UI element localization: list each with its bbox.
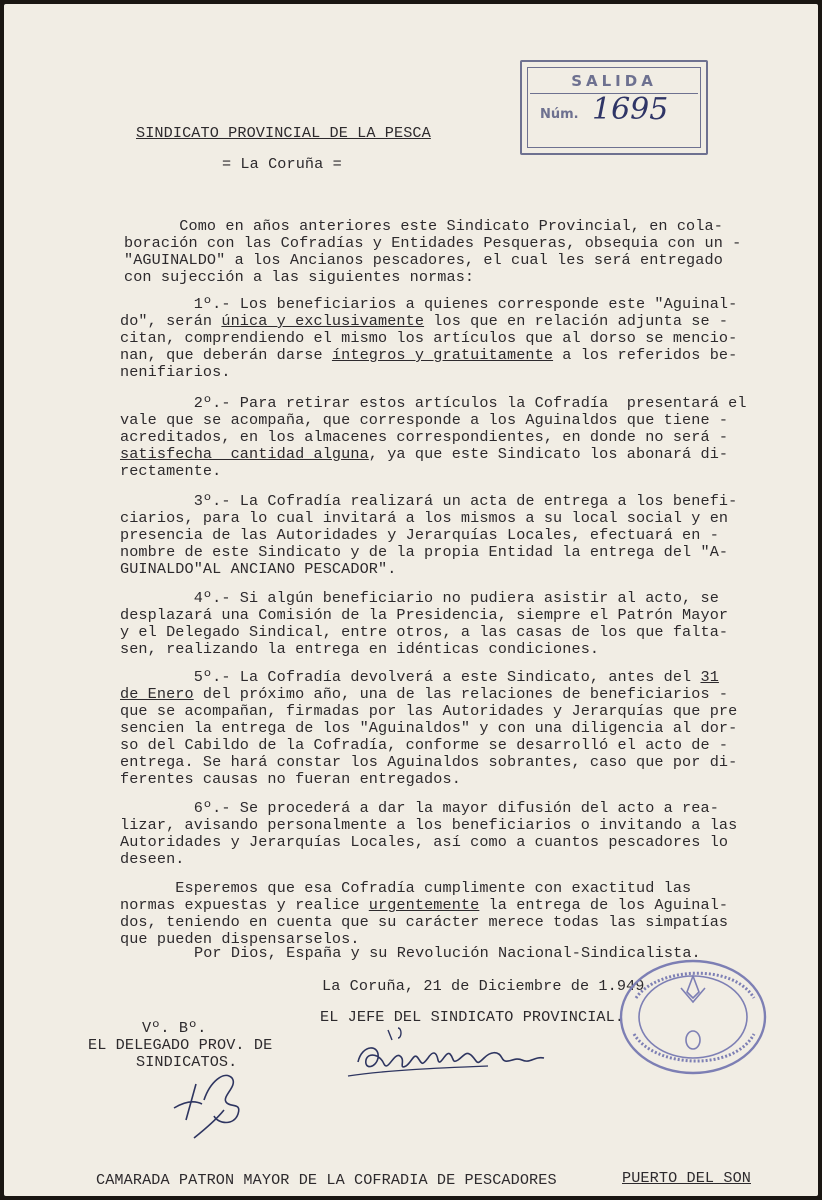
- intro-line: boración con las Cofradías y Entidades Pesqueras, obsequia con un -: [124, 234, 742, 252]
- underlined-phrase: de Enero: [120, 685, 194, 703]
- paragraph-5-line: 5º.- La Cofradía devolverá a este Sindicato, antes del 31: [120, 668, 719, 686]
- signer-title: EL JEFE DEL SINDICATO PROVINCIAL.: [320, 1008, 625, 1026]
- paragraph-1-line: 1º.- Los beneficiarios a quienes corresponde este "Aguinal-: [120, 295, 738, 313]
- paragraph-2-line: 2º.- Para retirar estos artículos la Cofradía presentará el: [120, 394, 747, 412]
- paragraph-2-line: vale que se acompaña, que corresponde a los Aguinaldos que tiene -: [120, 411, 729, 429]
- stamp-label: SALIDA: [571, 72, 657, 90]
- underlined-phrase: satisfecha cantidad alguna: [120, 445, 369, 463]
- paragraph-2-line: rectamente.: [120, 462, 222, 480]
- paragraph-1-line: nenifiarios.: [120, 363, 231, 381]
- document-page: [4, 4, 818, 1196]
- paragraph-1-line: do", serán única y exclusivamente los que en relación adjunta se -: [120, 312, 729, 330]
- underlined-phrase: urgentemente: [368, 896, 480, 914]
- intro-line: "AGUINALDO" a los Ancianos pescadores, el cual les será entregado: [124, 251, 723, 269]
- place-date: La Coruña, 21 de Diciembre de 1.949: [322, 977, 645, 995]
- paragraph-5-line: sencien la entrega de los "Aguinaldos" y con una diligencia al dor-: [120, 719, 738, 737]
- paragraph-3-line: ciarios, para lo cual invitará a los mismos a su local social y en: [120, 509, 729, 527]
- intro-line: Como en años anteriores este Sindicato Provincial, en cola-: [124, 217, 723, 235]
- paragraph-4-line: 4º.- Si algún beneficiario no pudiera asistir al acto, se: [120, 589, 719, 607]
- underlined-phrase: 31: [700, 668, 719, 686]
- paragraph-5-line: de Enero del próximo año, una de las relaciones de beneficiarios -: [120, 685, 729, 703]
- paragraph-5-line: so del Cabildo de la Cofradía, conforme se desarrolló el acto de -: [120, 736, 729, 754]
- paragraph-3-line: 3º.- La Cofradía realizará un acta de entrega a los benefi-: [120, 492, 738, 510]
- paragraph-3-line: nombre de este Sindicato y de la propia Entidad la entrega del "A-: [120, 543, 729, 561]
- paragraph-5-line: ferentes causas no fueran entregados.: [120, 770, 461, 788]
- vobo-sindicatos: SINDICATOS.: [136, 1053, 238, 1071]
- paragraph-5-line: que se acompañan, firmadas por las Autoridades y Jerarquías que pre: [120, 702, 738, 720]
- paragraph-2-line: acreditados, en los almacenes correspondientes, en donde no será -: [120, 428, 729, 446]
- document-subtitle: = La Coruña =: [222, 155, 342, 173]
- vobo-label: Vº. Bº.: [142, 1019, 207, 1037]
- paragraph-1-line: citan, comprendiendo el mismo los artículos que al dorso se mencio-: [120, 329, 738, 347]
- paragraph-4-line: desplazará una Comisión de la Presidencia, siempre el Patrón Mayor: [120, 606, 729, 624]
- addressee: CAMARADA PATRON MAYOR DE LA COFRADIA DE PESCADORES: [96, 1171, 557, 1189]
- closing-line: que pueden dispensarselos.: [120, 930, 360, 948]
- handwritten-signature: [344, 1022, 594, 1082]
- paragraph-3-line: GUINALDO"AL ANCIANO PESCADOR".: [120, 560, 397, 578]
- salutation: Por Dios, España y su Revolución Nacional-Sindicalista.: [194, 944, 701, 962]
- underlined-phrase: única y exclusivamente: [221, 312, 425, 330]
- closing-line: dos, teniendo en cuenta que su carácter merece todas las simpatías: [120, 913, 729, 931]
- underlined-phrase: íntegros y gratuitamente: [331, 346, 554, 364]
- paragraph-6-line: Autoridades y Jerarquías Locales, así como a cuantos pescadores lo: [120, 833, 729, 851]
- intro-line: con sujección a las siguientes normas:: [124, 268, 475, 286]
- paragraph-4-line: sen, realizando la entrega en idénticas condiciones.: [120, 640, 600, 658]
- closing-line: Esperemos que esa Cofradía cumplimente con exactitud las: [120, 879, 692, 897]
- document-title: SINDICATO PROVINCIAL DE LA PESCA: [136, 124, 431, 142]
- stamp-number-label: Núm.: [540, 107, 579, 122]
- paragraph-6-line: lizar, avisando personalmente a los beneficiarios o invitando a las: [120, 816, 738, 834]
- addressee-port: PUERTO DEL SON: [622, 1169, 751, 1187]
- paragraph-6-line: 6º.- Se procederá a dar la mayor difusión del acto a rea-: [120, 799, 719, 817]
- paragraph-2-line: satisfecha cantidad alguna, ya que este Sindicato los abonará di-: [120, 445, 729, 463]
- stamp-number: 1695: [592, 92, 669, 127]
- official-seal: [618, 958, 768, 1076]
- paragraph-3-line: presencia de las Autoridades y Jerarquías Locales, efectuará en -: [120, 526, 719, 544]
- vobo-delegate: EL DELEGADO PROV. DE: [88, 1036, 273, 1054]
- paragraph-4-line: y el Delegado Sindical, entre otros, a las casas de los que falta-: [120, 623, 729, 641]
- paragraph-6-line: deseen.: [120, 850, 185, 868]
- closing-line: normas expuestas y realice urgentemente la entrega de los Aguinal-: [120, 896, 729, 914]
- salida-stamp: [520, 60, 708, 155]
- initials-signature: [164, 1060, 254, 1144]
- paragraph-5-line: entrega. Se hará constar los Aguinaldos sobrantes, caso que por di-: [120, 753, 738, 771]
- paragraph-1-line: nan, que deberán darse íntegros y gratuitamente a los referidos be-: [120, 346, 738, 364]
